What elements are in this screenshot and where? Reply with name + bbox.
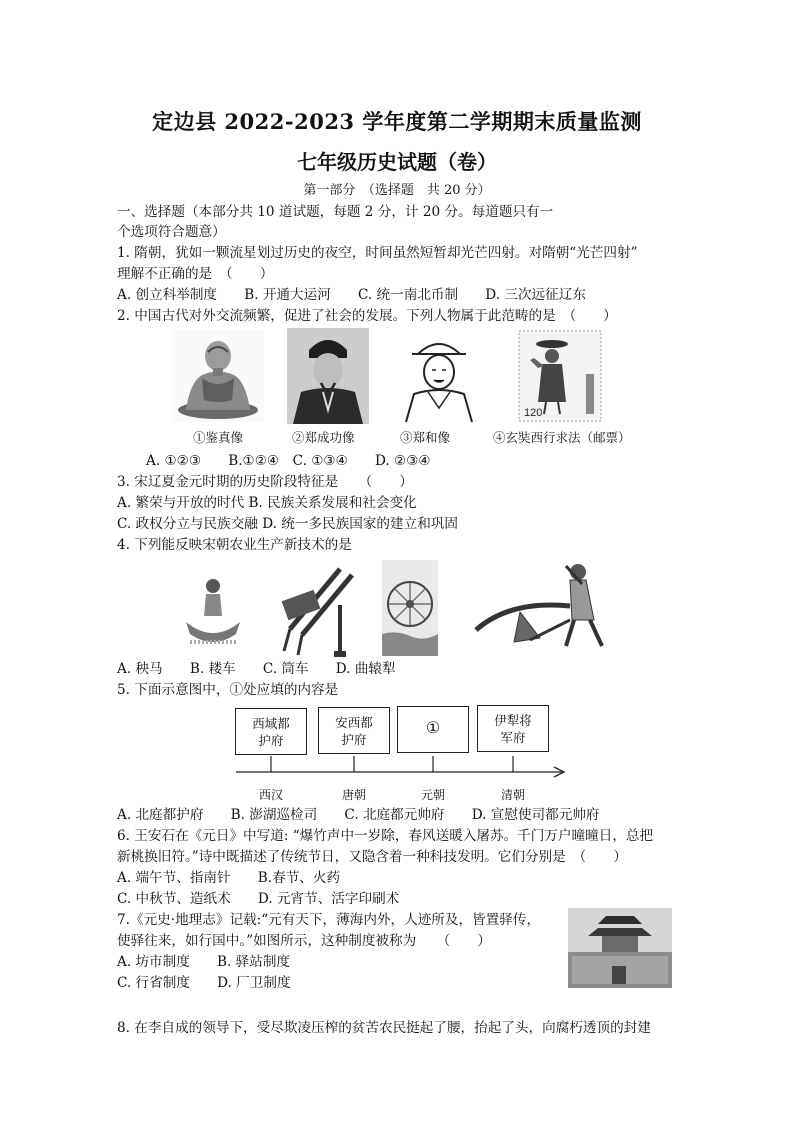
timeline-box-4 xyxy=(477,705,549,752)
q2-caption-4: ④玄奘西行求法（邮票） xyxy=(493,430,631,445)
timeline-axis xyxy=(232,752,572,788)
timeline-label-4: 清朝 xyxy=(501,788,526,802)
zheng-chenggong-portrait-image xyxy=(287,328,369,424)
timeline-box-4-text: 伊犁将军府 xyxy=(494,713,532,745)
q2-options: A. ①②③ B.①②④ C. ①③④ D. ②③④ xyxy=(146,453,431,469)
post-station-building-image xyxy=(568,908,672,988)
louche-seed-drill-image xyxy=(270,565,360,661)
timeline-box-1 xyxy=(235,708,307,755)
timeline-box-3 xyxy=(397,706,469,753)
section-heading: 第一部分 （选择题 共 20 分） xyxy=(303,183,491,198)
exam-title: 定边县 2022-2023 学年度第二学期期末质量监测 xyxy=(152,109,642,134)
tongche-water-wheel-image xyxy=(382,560,438,656)
xuanzang-stamp-image xyxy=(518,330,602,422)
q5-options: A. 北庭都护府 B. 澎湖巡检司 C. 北庭都元帅府 D. 宣慰使司都元帅府 xyxy=(117,807,600,823)
jianzhen-statue-image xyxy=(172,330,264,422)
q1-stem-line-2: 理解不正确的是 （ ） xyxy=(117,266,274,282)
zheng-he-drawing-image xyxy=(398,328,480,424)
q6-options-line-2: C. 中秋节、造纸术 D. 元宵节、活字印刷术 xyxy=(117,891,400,907)
section-intro-line-2: 个选项符合题意） xyxy=(117,224,226,240)
quyuan-plough-image xyxy=(470,560,620,650)
q2-caption-3: ③郑和像 xyxy=(400,430,451,445)
q3-stem: 3. 宋辽夏金元时期的历史阶段特征是 （ ） xyxy=(117,474,413,490)
timeline-box-2-text: 安西都护府 xyxy=(335,715,373,747)
q3-options-line-1: A. 繁荣与开放的时代 B. 民族关系发展和社会变化 xyxy=(117,495,417,511)
q2-caption-1: ①鉴真像 xyxy=(193,430,244,445)
q3-options-line-2: C. 政权分立与民族交融 D. 统一多民族国家的建立和巩固 xyxy=(117,516,458,532)
q4-stem: 4. 下列能反映宋朝农业生产新技术的是 xyxy=(117,537,352,553)
q2-caption-2: ②郑成功像 xyxy=(292,430,355,445)
timeline-label-1: 西汉 xyxy=(259,788,284,802)
q2-stem: 2. 中国古代对外交流频繁，促进了社会的发展。下列人物属于此范畴的是 （ ） xyxy=(117,308,617,324)
q6-stem-line-1: 6. 王安石在《元日》中写道: “爆竹声中一岁除，春风送暖入屠苏。千门万户曈曈日，总把 xyxy=(117,828,654,844)
q4-options: A. 秧马 B. 耧车 C. 筒车 D. 曲辕犁 xyxy=(117,661,396,677)
q6-stem-line-2: 新桃换旧符。”诗中既描述了传统节日，又隐含着一种科技发明。它们分别是 （ ） xyxy=(117,849,627,865)
q6-options-line-1: A. 端午节、指南针 B.春节、火药 xyxy=(117,870,341,886)
timeline-box-1-text: 西域都护府 xyxy=(252,716,290,748)
q5-stem: 5. 下面示意图中，①处应填的内容是 xyxy=(117,682,339,698)
q1-stem-line-1: 1. 隋朝，犹如一颗流星划过历史的夜空，时间虽然短暂却光芒四射。对隋朝“光芒四射” xyxy=(117,245,638,261)
q7-stem-line-2: 使驿往来，如行国中。”如图所示，这种制度被称为 （ ） xyxy=(117,933,491,949)
timeline-label-2: 唐朝 xyxy=(342,788,367,802)
timeline-label-3: 元朝 xyxy=(421,788,446,802)
timeline-box-3-text: ① xyxy=(425,718,441,737)
section-intro-line-1: 一、选择题（本部分共 10 道试题，每题 2 分，计 20 分。每道题只有一 xyxy=(117,204,554,220)
q7-stem-line-1: 7.《元史·地理志》记载:“元有天下，薄海内外，人迹所及，皆置驿传， xyxy=(117,912,541,928)
q1-options: A. 创立科举制度 B. 开通大运河 C. 统一南北币制 D. 三次远征辽东 xyxy=(117,287,586,303)
yangma-seedling-horse-image xyxy=(182,572,244,654)
q7-options-line-1: A. 坊市制度 B. 驿站制度 xyxy=(117,954,291,970)
exam-subtitle: 七年级历史试题（卷） xyxy=(297,150,497,174)
timeline-box-2 xyxy=(318,707,390,754)
q8-stem: 8. 在李自成的领导下，受尽欺凌压榨的贫苦农民挺起了腰，抬起了头，向腐朽透顶的封建 xyxy=(117,1020,651,1036)
q7-options-line-2: C. 行省制度 D. 厂卫制度 xyxy=(117,975,291,991)
stamp-value-text: 120 xyxy=(524,407,543,419)
